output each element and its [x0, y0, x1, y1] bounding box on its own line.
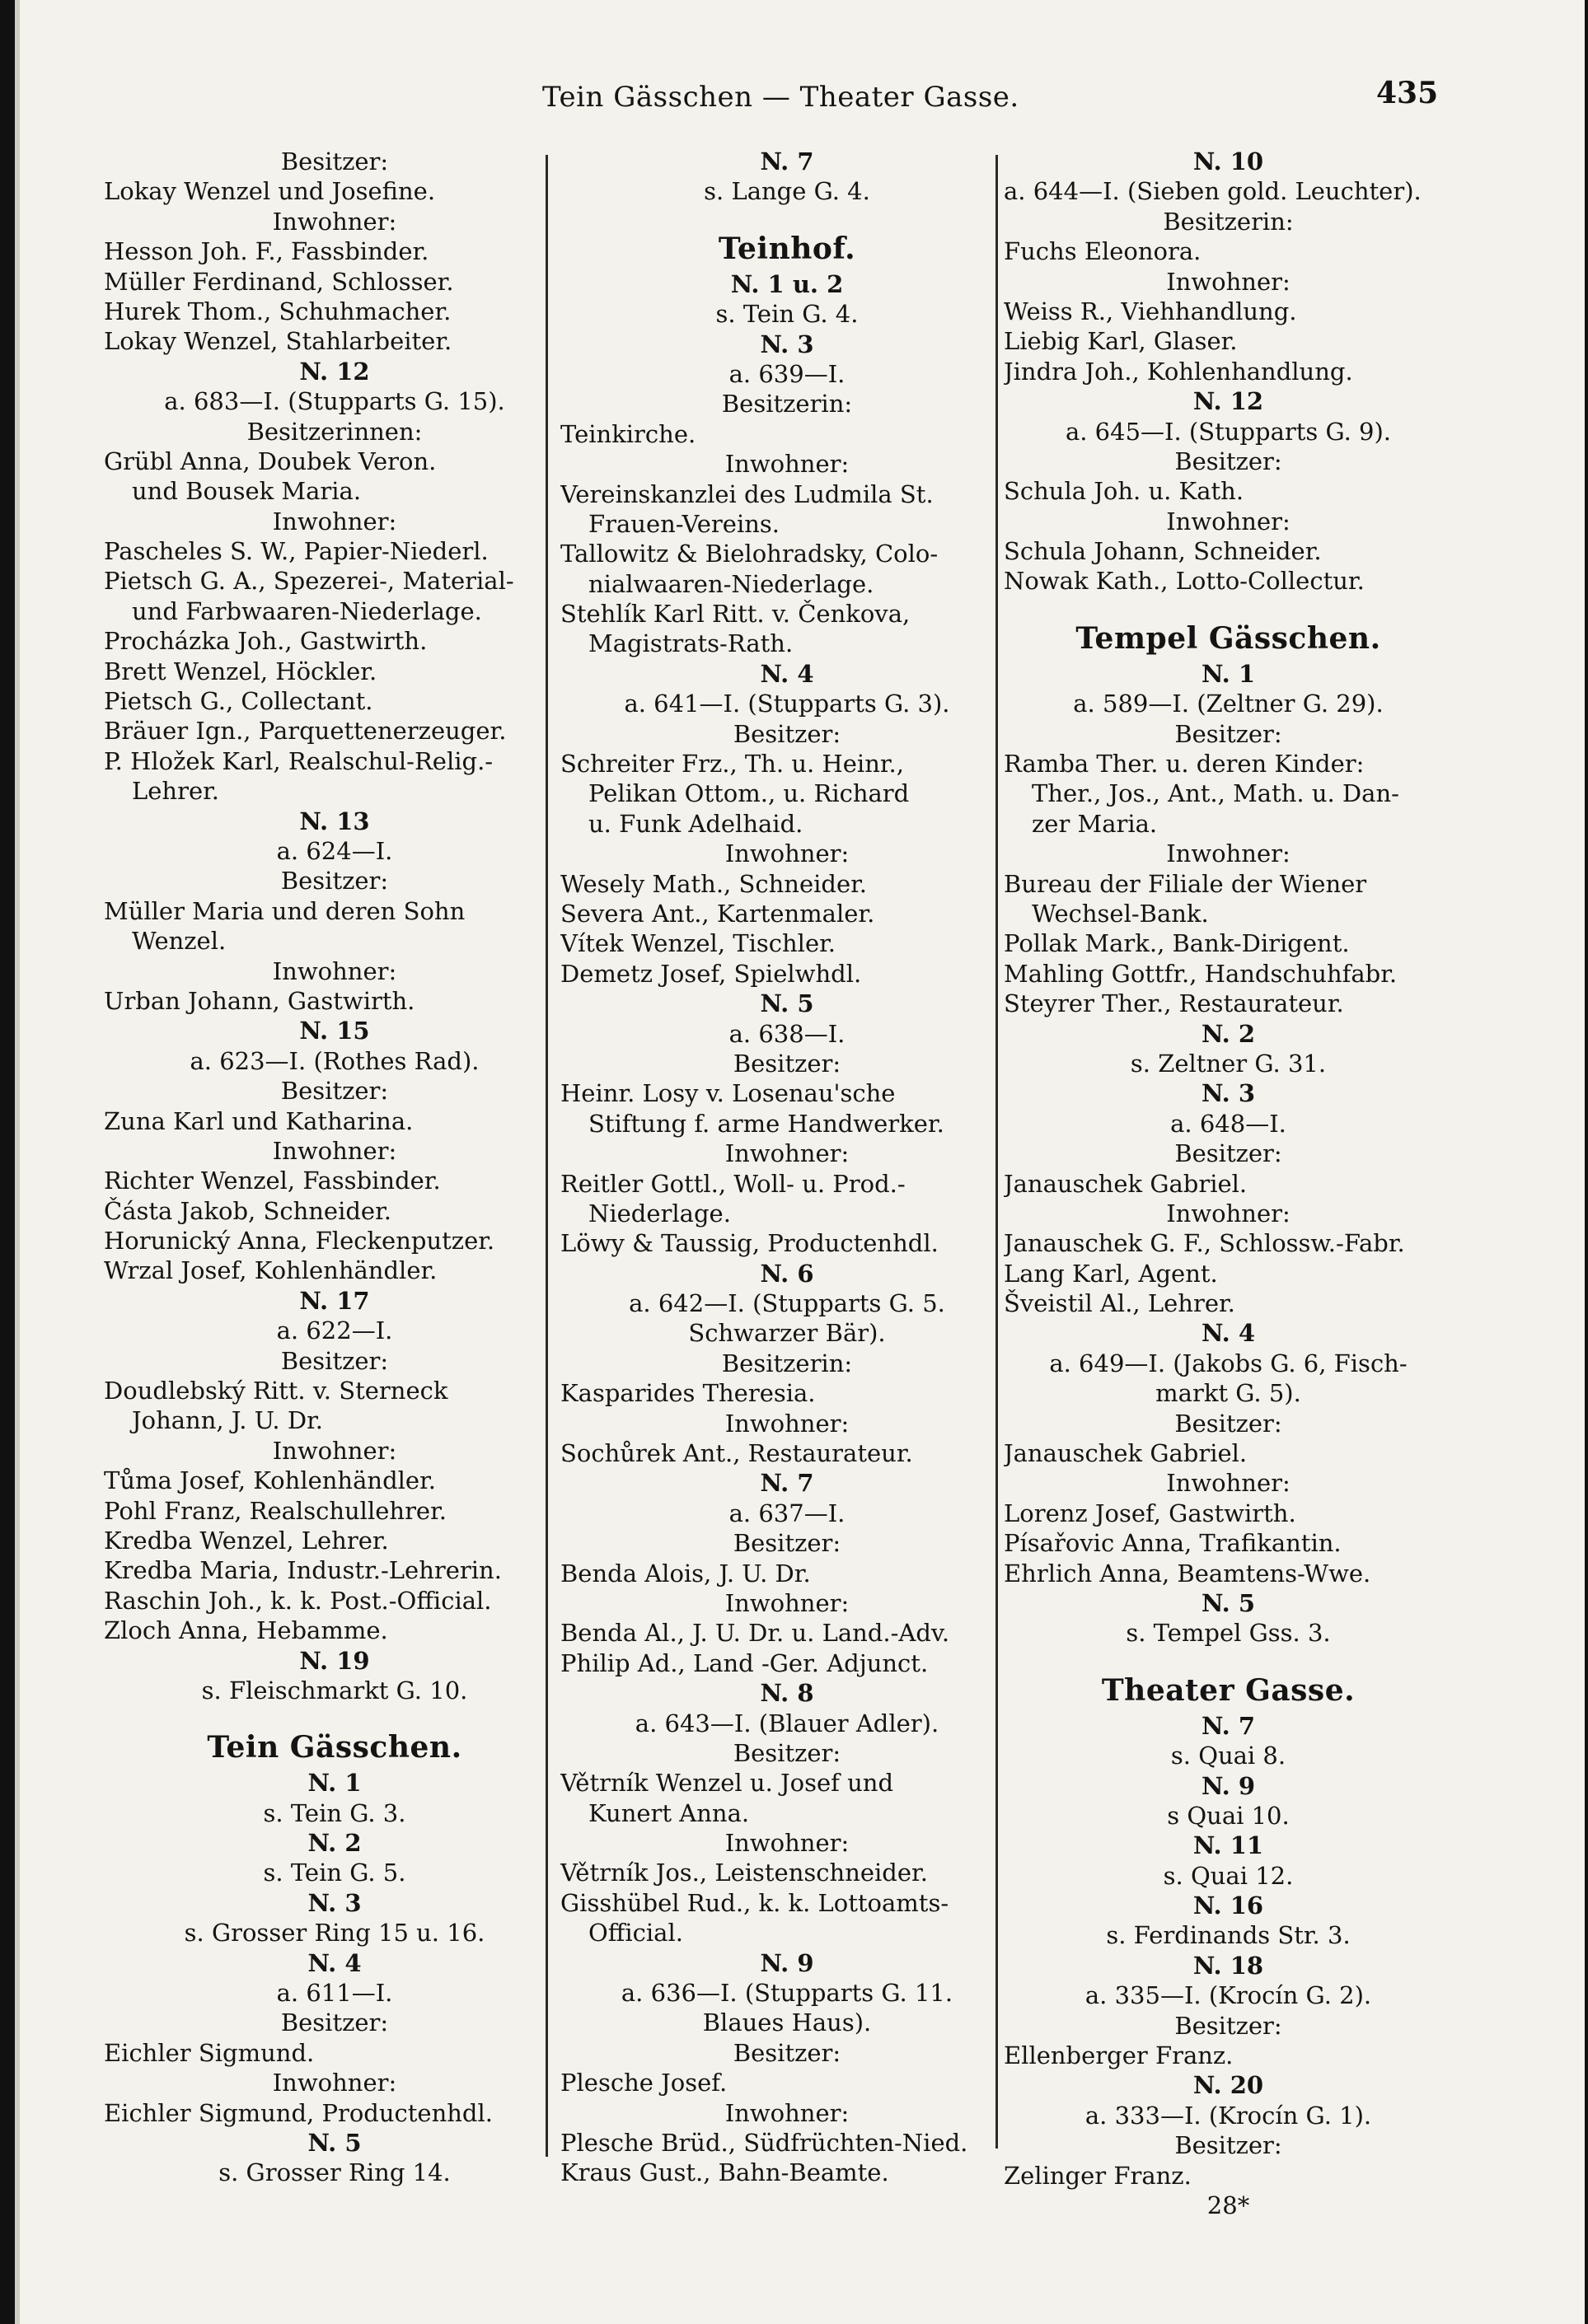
- centered-line: Besitzer:: [733, 2038, 841, 2067]
- entry-line: Liebig Karl, Glaser.: [1004, 327, 1238, 356]
- page-header: [15, 76, 1585, 125]
- house-number: N. 4: [760, 659, 814, 688]
- house-number: N. 6: [760, 1259, 814, 1288]
- centered-line: Besitzer:: [733, 1049, 841, 1078]
- centered-line: Inwohner:: [1166, 1469, 1291, 1498]
- entry-continuation: Johann, J. U. Dr.: [132, 1406, 324, 1435]
- centered-line: Inwohner:: [724, 1409, 850, 1438]
- entry-continuation: Wechsel-Bank.: [1032, 899, 1209, 928]
- house-number: N. 5: [1201, 1588, 1256, 1617]
- centered-line: a. 683—I. (Stupparts G. 15).: [164, 387, 505, 416]
- house-number: N. 9: [760, 1948, 814, 1977]
- entry-line: Benda Alois, J. U. Dr.: [560, 1559, 811, 1588]
- centered-line: a. 641—I. (Stupparts G. 3).: [624, 690, 950, 718]
- entry-line: a. 644—I. (Sieben gold. Leuchter).: [1004, 177, 1422, 206]
- entry-line: Sochůrek Ant., Restaurateur.: [560, 1439, 913, 1468]
- column-2: [560, 147, 1014, 2188]
- entry-line: Eichler Sigmund.: [104, 2038, 315, 2067]
- centered-line: Inwohner:: [272, 507, 397, 535]
- centered-line: Inwohner:: [724, 839, 850, 868]
- centered-line: a. 643—I. (Blauer Adler).: [635, 1709, 939, 1737]
- spacer: [104, 1705, 565, 1720]
- centered-line: s. Tein G. 3.: [263, 1798, 406, 1827]
- entry-line: Kraus Gust., Bahn-Beamte.: [560, 2158, 889, 2187]
- centered-line: Besitzer:: [1174, 719, 1282, 748]
- entry-line: Lokay Wenzel und Josefine.: [104, 177, 436, 206]
- entry-line: Písařovic Anna, Trafikantin.: [1004, 1529, 1342, 1558]
- entry-line: Gisshübel Rud., k. k. Lottoamts-: [560, 1888, 949, 1917]
- entry-line: Schula Johann, Schneider.: [1004, 537, 1322, 566]
- centered-line: a. 649—I. (Jakobs G. 6, Fisch-: [1049, 1349, 1408, 1377]
- entry-line: Plesche Brüd., Südfrüchten-Nied.: [560, 2129, 968, 2157]
- entry-line: Teinkirche.: [560, 419, 696, 448]
- entry-line: Lorenz Josef, Gastwirth.: [1004, 1499, 1296, 1527]
- entry-line: Lokay Wenzel, Stahlarbeiter.: [104, 327, 452, 356]
- centered-line: s Quai 10.: [1167, 1801, 1290, 1830]
- centered-line: Besitzer:: [733, 719, 841, 748]
- centered-line: Inwohner:: [1166, 267, 1291, 296]
- centered-line: s. Grosser Ring 14.: [218, 2158, 451, 2187]
- entry-continuation: Wenzel.: [132, 927, 227, 956]
- entry-line: Eichler Sigmund, Productenhdl.: [104, 2098, 493, 2127]
- entry-continuation: Official.: [588, 1919, 683, 1948]
- entry-line: Heinr. Losy v. Losenau'sche: [560, 1079, 896, 1108]
- entry-line: Janauschek Gabriel.: [1004, 1439, 1248, 1468]
- entry-line: Grübl Anna, Doubek Veron.: [104, 447, 437, 475]
- centered-line: a. 333—I. (Krocín G. 1).: [1084, 2101, 1372, 2130]
- spacer: [1004, 1648, 1453, 1663]
- house-number: N. 8: [760, 1679, 814, 1708]
- entry-line: Raschin Joh., k. k. Post.-Official.: [104, 1586, 492, 1615]
- house-number: N. 2: [1201, 1019, 1256, 1048]
- centered-line: Inwohner:: [272, 207, 397, 236]
- centered-line: Inwohner:: [1166, 839, 1291, 868]
- centered-line: Inwohner:: [724, 1829, 850, 1858]
- entry-line: Hurek Thom., Schuhmacher.: [104, 297, 452, 325]
- centered-line: Besitzer:: [280, 2008, 389, 2037]
- entry-line: Bräuer Ign., Parquettenerzeuger.: [104, 717, 507, 746]
- centered-line: s. Ferdinands Str. 3.: [1106, 1921, 1351, 1950]
- entry-line: Brett Wenzel, Höckler.: [104, 657, 377, 685]
- entry-line: Mahling Gottfr., Handschuhfabr.: [1004, 959, 1398, 988]
- centered-line: a. 648—I.: [1170, 1109, 1286, 1138]
- entry-line: Tallowitz & Bielohradsky, Colo-: [560, 540, 939, 568]
- entry-line: Wrzal Josef, Kohlenhändler.: [104, 1256, 438, 1285]
- entry-line: Schula Joh. u. Kath.: [1004, 477, 1244, 506]
- entry-line: Horunický Anna, Fleckenputzer.: [104, 1227, 495, 1256]
- street-heading: Tein Gässchen.: [207, 1730, 462, 1765]
- centered-line: s. Quai 12.: [1163, 1861, 1294, 1890]
- entry-line: Müller Ferdinand, Schlosser.: [104, 267, 454, 296]
- page-number: 435: [1376, 76, 1439, 110]
- entry-line: Pietsch G., Collectant.: [104, 687, 373, 716]
- centered-line: Blaues Haus).: [702, 2008, 872, 2037]
- entry-continuation: Lehrer.: [132, 777, 220, 806]
- house-number: N. 9: [1201, 1771, 1256, 1800]
- entry-line: Demetz Josef, Spielwhdl.: [560, 959, 862, 988]
- house-number: N. 18: [1192, 1951, 1264, 1980]
- centered-line: a. 642—I. (Stupparts G. 5.: [629, 1289, 945, 1318]
- street-heading: Tempel Gässchen.: [1075, 620, 1381, 656]
- centered-line: Besitzerinnen:: [246, 417, 423, 446]
- centered-line: s. Grosser Ring 15 u. 16.: [184, 1919, 485, 1948]
- entry-line: Ellenberger Franz.: [1004, 2041, 1234, 2070]
- spacer: [1004, 596, 1453, 611]
- centered-line: a. 636—I. (Stupparts G. 11.: [621, 1979, 953, 2008]
- entry-line: Hesson Joh. F., Fassbinder.: [104, 237, 429, 266]
- centered-line: Besitzerin:: [721, 390, 853, 419]
- house-number: N. 7: [1201, 1711, 1256, 1740]
- centered-line: Besitzer:: [1174, 2011, 1282, 2040]
- entry-continuation: Pelikan Ottom., u. Richard: [588, 779, 910, 808]
- entry-line: Kasparides Theresia.: [560, 1379, 816, 1408]
- centered-line: s. Fleischmarkt G. 10.: [201, 1676, 468, 1704]
- centered-line: Inwohner:: [272, 2069, 397, 2097]
- entry-line: Doudlebský Ritt. v. Sterneck: [104, 1377, 448, 1405]
- house-number: N. 2: [307, 1829, 362, 1858]
- entry-line: Urban Johann, Gastwirth.: [104, 986, 415, 1015]
- entry-line: Severa Ant., Kartenmaler.: [560, 899, 875, 928]
- entry-continuation: Stiftung f. arme Handwerker.: [588, 1109, 944, 1138]
- entry-line: Bureau der Filiale der Wiener: [1004, 869, 1367, 898]
- entry-continuation: und Farbwaaren-Niederlage.: [132, 596, 482, 625]
- centered-line: a. 589—I. (Zeltner G. 29).: [1073, 690, 1384, 718]
- centered-line: Inwohner:: [1166, 507, 1291, 535]
- entry-continuation: zer Maria.: [1032, 809, 1158, 838]
- centered-line: a. 637—I.: [728, 1499, 846, 1527]
- entry-line: Reitler Gottl., Woll- u. Prod.-: [560, 1169, 906, 1198]
- entry-line: Procházka Joh., Gastwirth.: [104, 627, 428, 656]
- centered-line: Inwohner:: [272, 956, 397, 985]
- centered-line: Besitzerin:: [721, 1349, 853, 1377]
- house-number: N. 5: [307, 2129, 362, 2157]
- centered-line: s. Tein G. 5.: [263, 1859, 406, 1887]
- entry-line: Richter Wenzel, Fassbinder.: [104, 1167, 441, 1195]
- centered-line: Inwohner:: [1166, 1199, 1291, 1227]
- entry-line: Tůma Josef, Kohlenhändler.: [104, 1466, 436, 1495]
- entry-line: Kredba Wenzel, Lehrer.: [104, 1526, 389, 1555]
- house-number: N. 1: [307, 1769, 362, 1798]
- entry-line: Ehrlich Anna, Beamtens-Wwe.: [1004, 1559, 1371, 1588]
- centered-line: s. Quai 8.: [1170, 1742, 1286, 1770]
- entry-line: Šveistil Al., Lehrer.: [1004, 1289, 1235, 1318]
- house-number: N. 20: [1192, 2071, 1264, 2100]
- entry-line: Větrník Jos., Leistenschneider.: [560, 1859, 928, 1887]
- centered-line: Besitzer:: [280, 1346, 389, 1375]
- house-number: N. 3: [307, 1888, 362, 1917]
- centered-line: s. Zeltner G. 31.: [1130, 1049, 1327, 1078]
- centered-line: Besitzer:: [733, 1738, 841, 1767]
- entry-line: Zloch Anna, Hebamme.: [104, 1616, 388, 1645]
- entry-continuation: Kunert Anna.: [588, 1798, 750, 1827]
- page-edge: [15, 0, 20, 2324]
- centered-line: Inwohner:: [724, 450, 850, 479]
- centered-line: markt G. 5).: [1155, 1379, 1301, 1408]
- entry-line: Schreiter Frz., Th. u. Heinr.,: [560, 750, 904, 779]
- entry-line: Vereinskanzlei des Ludmila St.: [560, 479, 934, 508]
- entry-line: Pollak Mark., Bank-Dirigent.: [1004, 929, 1350, 958]
- street-heading: Theater Gasse.: [1101, 1672, 1356, 1708]
- centered-line: 28*: [1206, 2191, 1250, 2219]
- entry-line: Müller Maria und deren Sohn: [104, 896, 466, 925]
- centered-line: Inwohner:: [724, 1588, 850, 1617]
- centered-line: a. 335—I. (Krocín G. 2).: [1084, 1981, 1372, 2010]
- entry-line: Philip Ad., Land -Ger. Adjunct.: [560, 1648, 929, 1677]
- entry-line: Pascheles S. W., Papier-Niederl.: [104, 537, 489, 566]
- entry-line: Větrník Wenzel u. Josef und: [560, 1769, 894, 1798]
- centered-line: Inwohner:: [724, 2098, 850, 2127]
- house-number: N. 7: [760, 1469, 814, 1498]
- centered-line: a. 639—I.: [728, 359, 846, 388]
- house-number: N. 1 u. 2: [730, 269, 844, 298]
- entry-line: Lang Karl, Agent.: [1004, 1259, 1218, 1288]
- entry-continuation: Frauen-Vereins.: [588, 509, 780, 538]
- entry-line: Ramba Ther. u. deren Kinder:: [1004, 750, 1365, 779]
- entry-continuation: und Bousek Maria.: [132, 477, 362, 506]
- entry-line: Fuchs Eleonora.: [1004, 237, 1202, 266]
- entry-line: P. Hložek Karl, Realschul-Relig.-: [104, 746, 494, 775]
- house-number: N. 3: [1201, 1079, 1256, 1108]
- centered-line: s. Lange G. 4.: [704, 177, 870, 206]
- entry-line: Jindra Joh., Kohlenhandlung.: [1004, 357, 1353, 386]
- entry-continuation: Magistrats-Rath.: [588, 629, 794, 658]
- centered-line: s. Tempel Gss. 3.: [1126, 1619, 1331, 1648]
- entry-line: Janauschek Gabriel.: [1004, 1169, 1248, 1198]
- house-number: N. 11: [1192, 1831, 1264, 1860]
- running-head: Tein Gässchen — Theater Gasse.: [542, 81, 1019, 114]
- house-number: N. 16: [1192, 1891, 1264, 1920]
- house-number: N. 17: [299, 1286, 370, 1315]
- entry-line: Pohl Franz, Realschullehrer.: [104, 1496, 447, 1525]
- centered-line: Besitzer:: [280, 147, 389, 175]
- entry-line: Nowak Kath., Lotto-Collectur.: [1004, 567, 1365, 596]
- centered-line: Inwohner:: [272, 1136, 397, 1165]
- entry-line: Zuna Karl und Katharina.: [104, 1106, 414, 1135]
- entry-line: Löwy & Taussig, Productenhdl.: [560, 1229, 939, 1258]
- entry-line: Janauschek G. F., Schlossw.-Fabr.: [1004, 1229, 1405, 1258]
- centered-line: Besitzer:: [733, 1529, 841, 1558]
- entry-line: Steyrer Ther., Restaurateur.: [1004, 989, 1344, 1018]
- house-number: N. 12: [1192, 387, 1264, 416]
- entry-line: Benda Al., J. U. Dr. u. Land.-Adv.: [560, 1619, 950, 1648]
- centered-line: Besitzer:: [1174, 447, 1282, 475]
- entry-line: Vítek Wenzel, Tischler.: [560, 929, 836, 958]
- centered-line: Besitzer:: [1174, 1139, 1282, 1168]
- entry-continuation: u. Funk Adelhaid.: [588, 809, 803, 838]
- centered-line: a. 645—I. (Stupparts G. 9).: [1065, 417, 1392, 446]
- house-number: N. 12: [299, 357, 370, 386]
- centered-line: Inwohner:: [724, 1139, 850, 1168]
- entry-line: Kredba Maria, Industr.-Lehrerin.: [104, 1556, 502, 1585]
- centered-line: a. 638—I.: [728, 1019, 846, 1048]
- house-number: N. 15: [299, 1017, 370, 1045]
- house-number: N. 3: [760, 330, 814, 358]
- house-number: N. 19: [299, 1646, 370, 1675]
- house-number: N. 4: [1201, 1319, 1256, 1348]
- spacer: [560, 207, 1014, 222]
- centered-line: a. 611—I.: [276, 1979, 393, 2008]
- centered-line: Inwohner:: [272, 1436, 397, 1465]
- house-number: N. 4: [307, 1948, 362, 1977]
- entry-line: Pietsch G. A., Spezerei-, Material-: [104, 567, 514, 596]
- house-number: N. 5: [760, 989, 814, 1018]
- centered-line: Besitzer:: [280, 1077, 389, 1106]
- entry-line: Částa Jakob, Schneider.: [104, 1196, 391, 1225]
- centered-line: s. Tein G. 4.: [715, 300, 859, 329]
- entry-line: Wesely Math., Schneider.: [560, 869, 868, 898]
- centered-line: Besitzer:: [1174, 1409, 1282, 1438]
- centered-line: Schwarzer Bär).: [688, 1319, 886, 1348]
- column-3: [1004, 147, 1453, 2220]
- house-number: N. 7: [760, 147, 814, 175]
- house-number: N. 13: [299, 807, 370, 835]
- entry-line: Stehlík Karl Ritt. v. Čenkova,: [560, 600, 911, 629]
- street-heading: Teinhof.: [718, 231, 856, 266]
- entry-continuation: Niederlage.: [588, 1199, 731, 1227]
- entry-line: Plesche Josef.: [560, 2069, 728, 2097]
- centered-line: a. 623—I. (Rothes Rad).: [190, 1046, 480, 1075]
- house-number: N. 1: [1201, 659, 1256, 688]
- entry-line: Zelinger Franz.: [1004, 2161, 1192, 2190]
- centered-line: Besitzer:: [1174, 2131, 1282, 2160]
- directory-page: [15, 0, 1585, 2324]
- entry-continuation: nialwaaren-Niederlage.: [588, 569, 874, 598]
- house-number: N. 10: [1192, 147, 1264, 175]
- entry-continuation: Ther., Jos., Ant., Math. u. Dan-: [1032, 779, 1399, 808]
- column-1: [104, 147, 565, 2188]
- centered-line: Besitzer:: [280, 867, 389, 895]
- entry-line: Weiss R., Viehhandlung.: [1004, 297, 1297, 325]
- centered-line: Besitzerin:: [1163, 207, 1294, 236]
- centered-line: a. 624—I.: [276, 836, 393, 865]
- centered-line: a. 622—I.: [276, 1316, 393, 1345]
